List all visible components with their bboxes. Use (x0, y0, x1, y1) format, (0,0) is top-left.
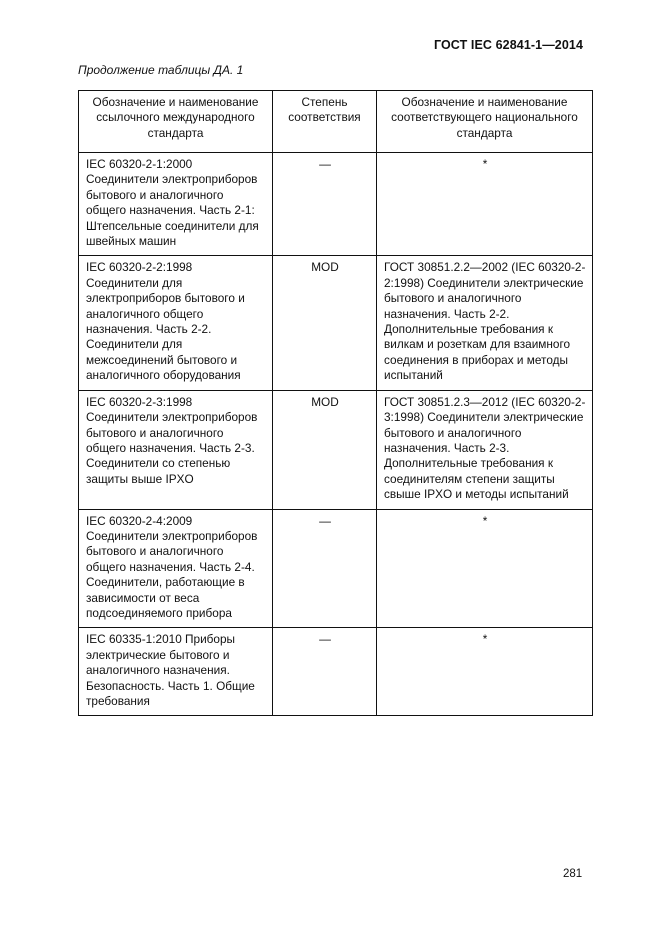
column-header-international-standard: Обозначение и наименование ссылочного международного стандарта (79, 91, 273, 153)
national-standard-cell: * (377, 153, 593, 256)
national-standard-cell: * (377, 509, 593, 628)
degree-cell: — (273, 628, 377, 716)
degree-cell: MOD (273, 256, 377, 390)
table-row (79, 509, 593, 628)
table-row (79, 153, 593, 256)
column-header-national-standard: Обозначение и наименование соответствующего национального стандарта (377, 91, 593, 153)
page-number: 281 (563, 868, 583, 880)
column-header-degree-of-conformity: Степень соответствия (273, 91, 377, 153)
international-standard-cell: IEC 60320-2-3:1998 Соединители электроприборов бытового и аналогичного общего назначения. Часть 2-3. Соединители со степенью защиты выше IPXO (79, 390, 273, 509)
national-standard-cell: * (377, 628, 593, 716)
degree-cell: — (273, 509, 377, 628)
national-standard-cell: ГОСТ 30851.2.3—2012 (IEC 60320-2-3:1998) Соединители электрические бытового и аналогичного назначения. Часть 2-3. Дополнительные требования к соединителям степени защиты свыше IPXO и методы испытаний (377, 390, 593, 509)
international-standard-cell: IEC 60320-2-1:2000 Соединители электроприборов бытового и аналогичного общего назначения. Часть 2-1: Штепсельные соединители для швейных машин (79, 153, 273, 256)
table-row (79, 256, 593, 390)
table-row (79, 628, 593, 716)
reference-standards-table (78, 90, 593, 716)
international-standard-cell: IEC 60320-2-4:2009 Соединители электроприборов бытового и аналогичного общего назначения. Часть 2-4. Соединители, работающие в зависимости от веса подсоединяемого прибора (79, 509, 273, 628)
degree-cell: MOD (273, 390, 377, 509)
national-standard-cell: ГОСТ 30851.2.2—2002 (IEC 60320-2-2:1998) Соединители электрические бытового и аналогичного назначения. Часть 2-2. Дополнительные требования к вилкам и розеткам для взаимного соединения в приборах и методы испытаний (377, 256, 593, 390)
degree-cell: — (273, 153, 377, 256)
table-caption: Продолжение таблицы ДА. 1 (78, 63, 244, 77)
international-standard-cell: IEC 60320-2-2:1998 Соединители для электроприборов бытового и аналогичного общего назначения. Часть 2-2. Соединители для межсоединений бытового и аналогичного оборудования (79, 256, 273, 390)
standard-code-header: ГОСТ IEC 62841-1—2014 (433, 38, 583, 52)
international-standard-cell: IEC 60335-1:2010 Приборы электрические бытового и аналогичного назначения. Безопасность. Часть 1. Общие требования (79, 628, 273, 716)
table-row (79, 390, 593, 509)
table-header-row (79, 91, 593, 153)
